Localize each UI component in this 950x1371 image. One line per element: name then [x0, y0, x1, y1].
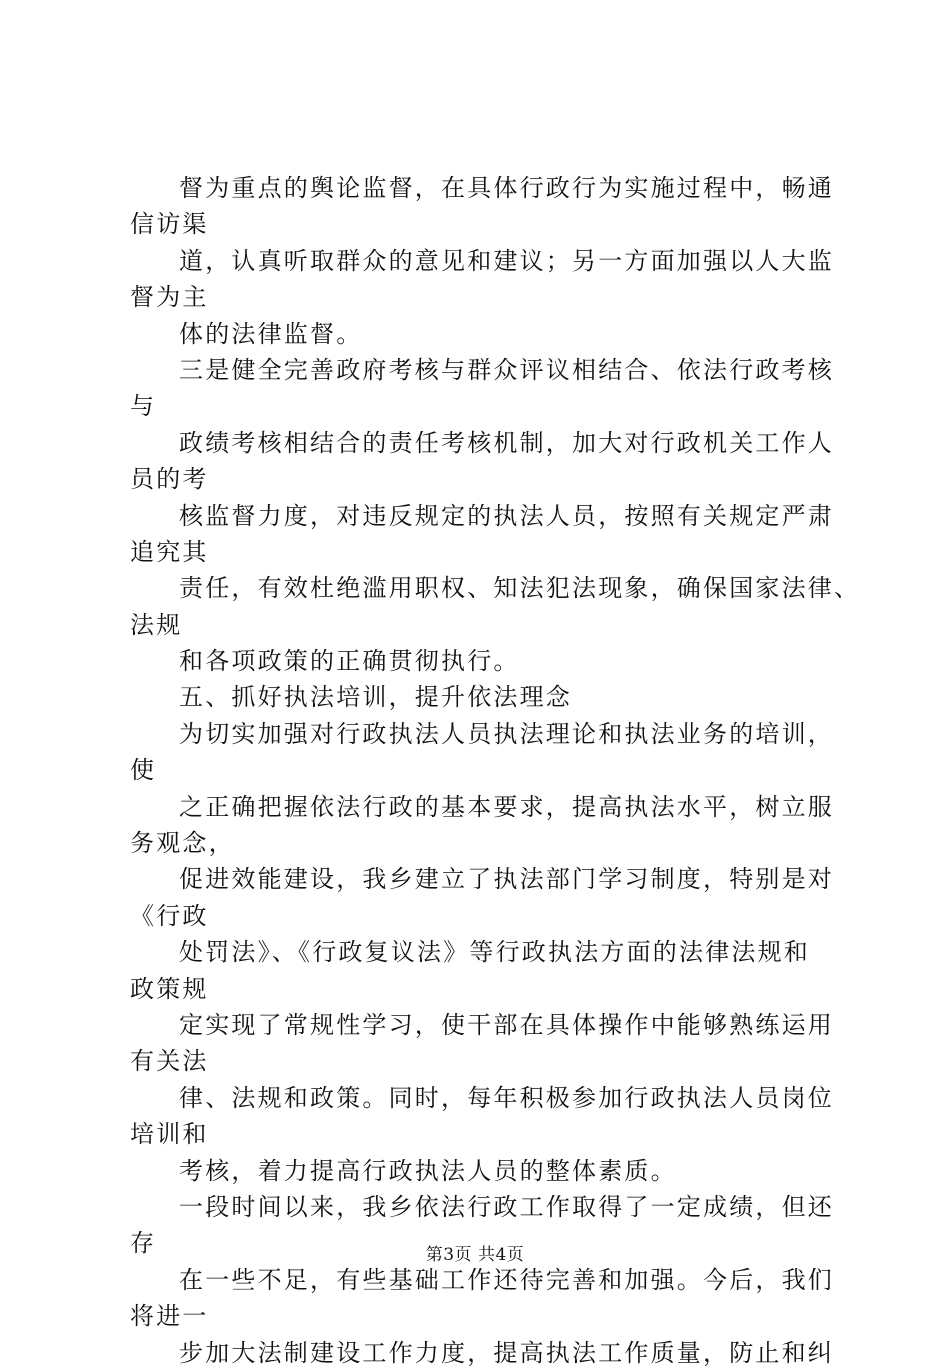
text-line: 政策规	[130, 974, 209, 1003]
text-line: 政绩考核相结合的责任考核机制，加大对行政机关工作人	[179, 428, 834, 457]
body-text	[130, 170, 861, 1371]
text-line: 责任，有效杜绝滥用职权、知法犯法现象，确保国家法律、	[179, 574, 861, 603]
text-line: 《行政	[130, 901, 209, 930]
text-line: 追究其	[130, 537, 209, 566]
text-line: 和各项政策的正确贯彻执行。	[179, 647, 520, 676]
text-line: 存	[130, 1229, 157, 1258]
text-line: 之正确把握依法行政的基本要求，提高执法水平，树立服	[179, 792, 834, 821]
text-line: 法规	[130, 610, 183, 639]
text-line: 督为主	[130, 283, 209, 312]
text-line: 员的考	[130, 465, 209, 494]
text-line: 使	[130, 756, 157, 785]
text-line: 三是健全完善政府考核与群众评议相结合、依法行政考核	[179, 355, 834, 384]
text-line: 处罚法》、《行政复议法》等行政执法方面的法律法规和	[179, 938, 810, 967]
text-line: 有关法	[130, 1047, 209, 1076]
text-line: 步加大法制建设工作力度，提高执法工作质量，防止和纠	[179, 1338, 834, 1367]
text-line: 一段时间以来，我乡依法行政工作取得了一定成绩，但还	[179, 1192, 834, 1221]
page-footer: 第3页 共4页	[425, 1245, 525, 1265]
text-line: 核监督力度，对违反规定的执法人员，按照有关规定严肃	[179, 501, 834, 530]
text-line: 在一些不足，有些基础工作还待完善和加强。今后，我们	[179, 1265, 834, 1294]
text-line: 督为重点的舆论监督，在具体行政行为实施过程中，畅通	[179, 174, 834, 202]
text-line: 体的法律监督。	[179, 319, 363, 348]
text-line: 务观念，	[130, 829, 235, 858]
text-line: 信访渠	[130, 210, 209, 239]
text-line: 培训和	[130, 1120, 209, 1149]
text-line: 将进一	[130, 1302, 209, 1331]
text-line: 为切实加强对行政执法人员执法理论和执法业务的培训，	[179, 719, 834, 748]
text-line: 定实现了常规性学习，使干部在具体操作中能够熟练运用	[179, 1010, 834, 1039]
text-line: 五、抓好执法培训，提升依法理念	[179, 683, 572, 712]
text-line: 考核，着力提高行政执法人员的整体素质。	[179, 1156, 677, 1185]
text-line: 律、法规和政策。同时，每年积极参加行政执法人员岗位	[179, 1083, 834, 1112]
text-line: 与	[130, 392, 157, 421]
text-line: 促进效能建设，我乡建立了执法部门学习制度，特别是对	[179, 865, 834, 894]
text-line: 道，认真听取群众的意见和建议；另一方面加强以人大监	[179, 246, 834, 275]
